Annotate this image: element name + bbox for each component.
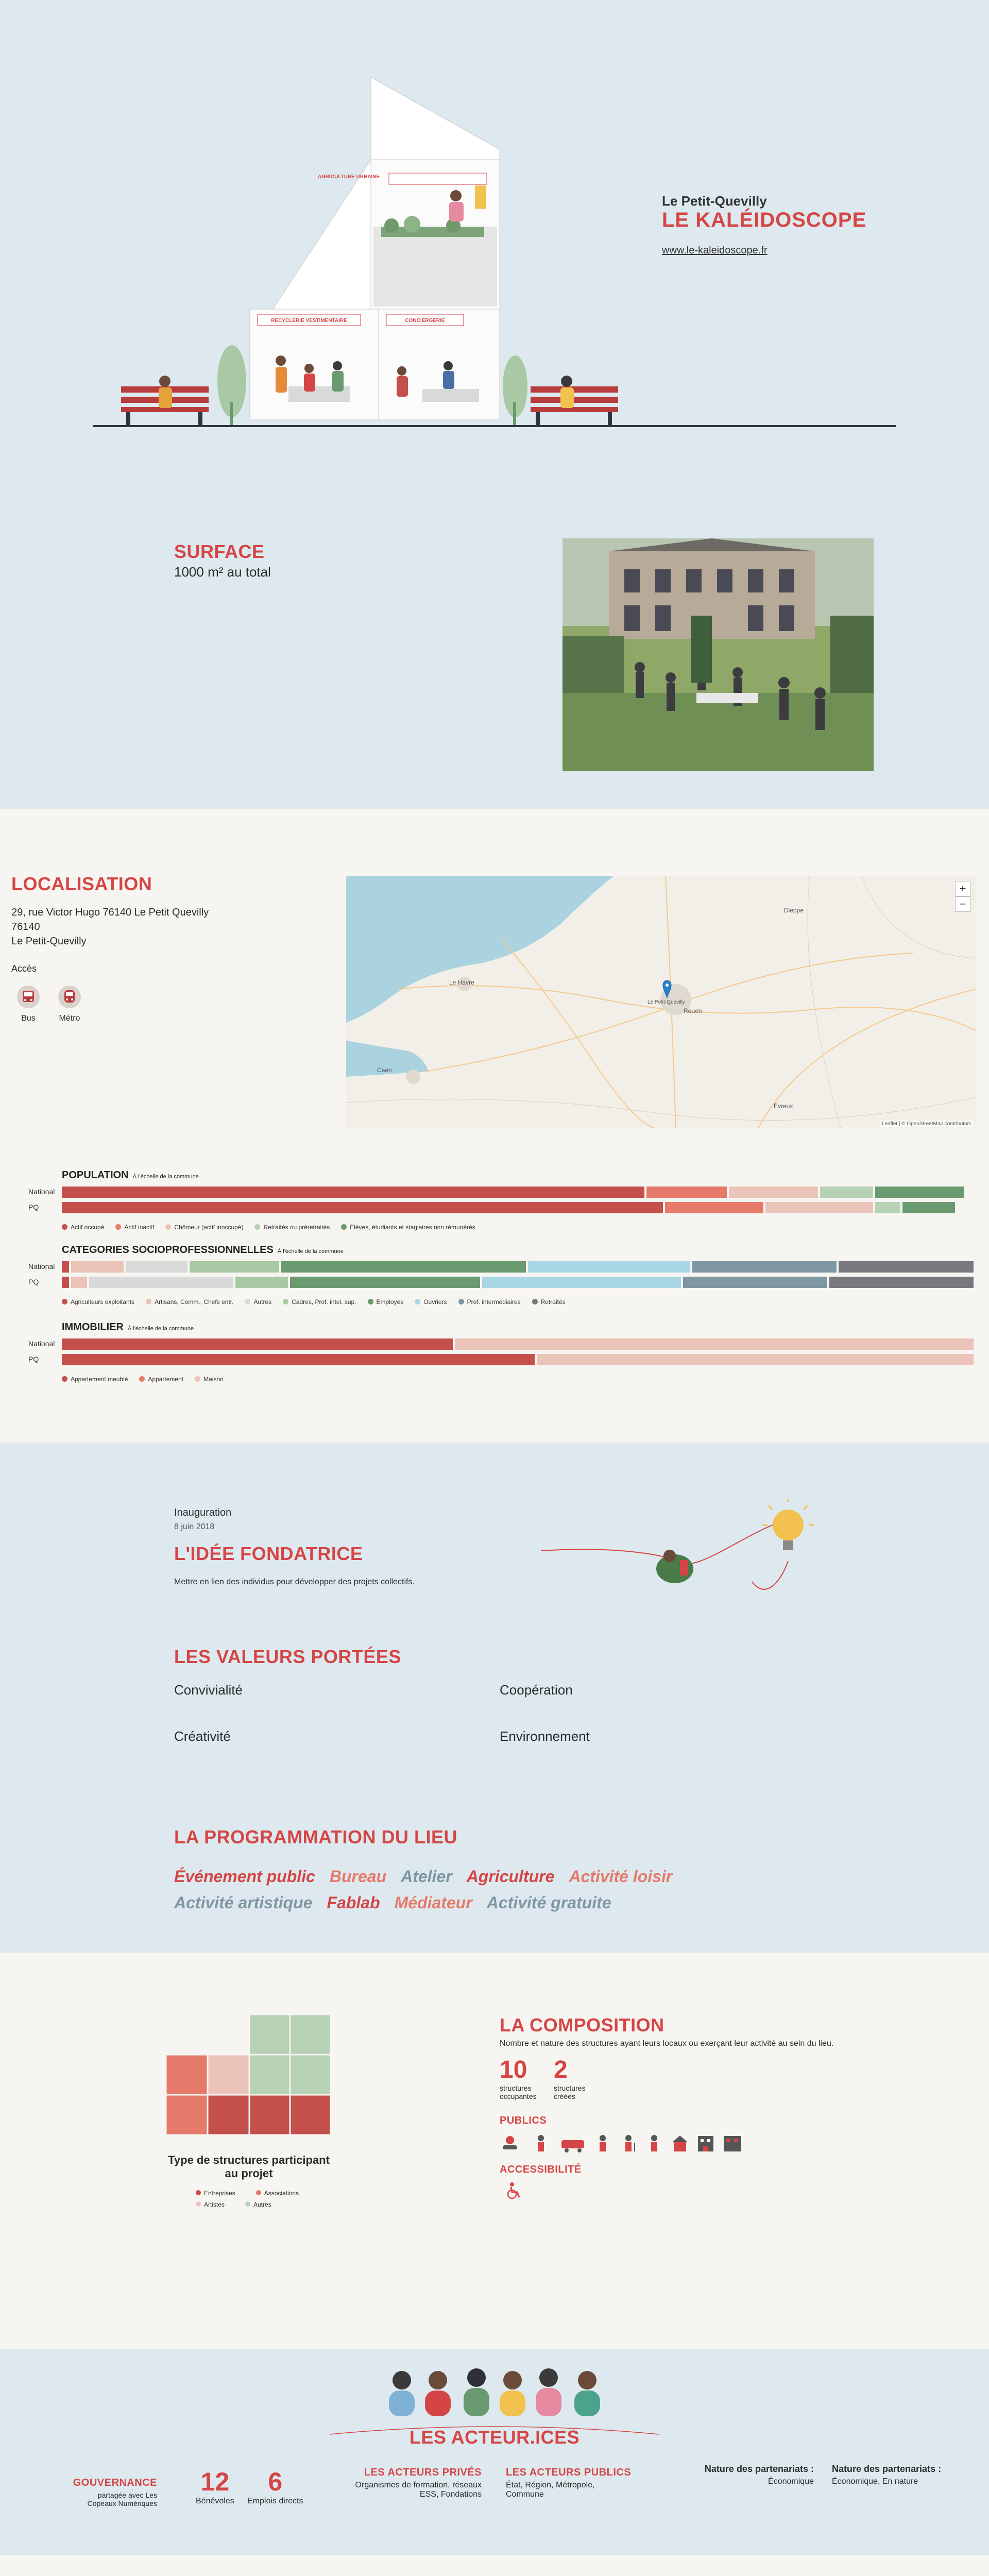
stat-label: Bénévoles	[196, 2497, 234, 2505]
acteurs-section	[0, 2349, 989, 2555]
csp-row-pq: PQ	[28, 1278, 39, 1286]
company-icon	[724, 2136, 741, 2151]
baby-icon	[503, 2136, 517, 2149]
bar-segment	[62, 1202, 663, 1213]
map-label-evreux: Évreux	[774, 1103, 793, 1110]
csp-title: CATEGORIES SOCIOPROFESSIONNELLES À l'échelle de la commune	[62, 1244, 344, 1256]
projet-section	[0, 1443, 989, 1953]
label-recyclerie: RECYCLERIE VESTIMENTAIRE	[271, 318, 347, 324]
transport-metro	[58, 985, 81, 1023]
legend-item: Associations	[256, 2190, 299, 2197]
acteurs-prives-text: Organismes de formation, réseaux ESS, Fondations	[355, 2481, 482, 2499]
location-photo	[562, 538, 874, 771]
legend-item: Cadres, Prof. intel. sup.	[283, 1298, 356, 1306]
bar-segment	[875, 1202, 900, 1213]
bar-segment	[71, 1261, 124, 1273]
acteurs-heading: LES ACTEUR.ICES	[409, 2427, 580, 2448]
address-line-3: Le Petit-Quevilly	[11, 936, 87, 947]
metro-label: Métro	[59, 1014, 80, 1023]
bus-label: Bus	[21, 1014, 36, 1023]
population-row-pq: PQ	[28, 1203, 39, 1211]
csp-bar-national	[62, 1261, 976, 1273]
programmation-heading: LA PROGRAMMATION DU LIEU	[174, 1826, 457, 1848]
gouvernance-label: GOUVERNANCE	[73, 2477, 157, 2488]
bar-segment	[455, 1338, 974, 1350]
stat-emplois	[247, 2467, 303, 2506]
acteurs-prives-heading: LES ACTEURS PRIVÉS	[364, 2467, 482, 2478]
accessibilite-heading: ACCESSIBILITÉ	[500, 2164, 582, 2175]
hero-section	[0, 0, 989, 448]
stat-value: 10	[500, 2056, 527, 2083]
localisation-section	[0, 809, 989, 1443]
label-conciergerie: CONCIERGERIE	[405, 318, 445, 324]
population-bar-pq	[62, 1202, 976, 1213]
stat-label: structures créées	[554, 2084, 586, 2100]
idea-illustration	[541, 1499, 819, 1602]
legend-item: Artisans, Comm., Chefs entr.	[146, 1298, 233, 1306]
label-agriculture: AGRICULTURE URBAINE	[317, 174, 380, 180]
transport-bus	[16, 985, 40, 1023]
legend-item: Artistes	[196, 2201, 225, 2208]
senior-icon	[625, 2135, 635, 2151]
metro-icon	[58, 985, 81, 1009]
bench-right	[531, 376, 618, 425]
structures-treemap	[166, 2014, 332, 2136]
legend-item: Ouvriers	[415, 1298, 447, 1306]
programmation-item: Médiateur	[394, 1893, 472, 1912]
map-label-petit-quevilly: Le Petit-Quevilly	[647, 999, 685, 1005]
legend-item: Autres	[245, 2201, 271, 2208]
bar-segment	[820, 1187, 873, 1198]
bar-segment	[89, 1277, 233, 1288]
bar-segment	[62, 1261, 69, 1273]
valeur-4: Environnement	[500, 1728, 590, 1744]
nature-publics-label: Nature des partenariats :	[832, 2464, 942, 2474]
immobilier-bar-pq	[62, 1354, 976, 1365]
location-map[interactable]	[346, 876, 976, 1128]
bar-segment	[62, 1187, 644, 1198]
programmation-item: Activité artistique	[174, 1893, 313, 1912]
immobilier-title: IMMOBILIER À l'échelle de la commune	[62, 1321, 194, 1333]
surface-heading: SURFACE	[174, 541, 265, 562]
child-icon	[538, 2135, 544, 2151]
localisation-heading: LOCALISATION	[11, 873, 152, 894]
map-zoom-out-button[interactable]: −	[955, 896, 970, 912]
bar-segment	[62, 1277, 69, 1288]
legend-item: Chômeur (actif inoccupé)	[165, 1224, 243, 1231]
programmation-item: Atelier	[401, 1867, 452, 1886]
bar-segment	[692, 1261, 837, 1273]
address-line-2: 76140	[11, 921, 40, 933]
legend-item: Retraités	[532, 1298, 566, 1306]
valeurs-heading: LES VALEURS PORTÉES	[174, 1646, 401, 1667]
house-icon	[672, 2136, 688, 2151]
stat-value: 6	[268, 2467, 283, 2496]
idee-text: Mettre en lien des individus pour développer des projets collectifs.	[174, 1578, 415, 1586]
nature-publics-value: Économique, En nature	[832, 2477, 918, 2486]
bar-segment	[902, 1202, 955, 1213]
legend-item: Élèves, étudiants et stagiaires non rémunérés	[341, 1224, 475, 1231]
population-row-national: National	[28, 1188, 55, 1196]
immobilier-bar-national	[62, 1338, 976, 1350]
surface-section	[0, 448, 989, 809]
bar-segment	[482, 1277, 681, 1288]
legend-item: Appartement	[139, 1376, 183, 1383]
bar-segment	[290, 1277, 480, 1288]
population-title: POPULATION À l'échelle de la commune	[62, 1170, 199, 1181]
bar-segment	[281, 1261, 526, 1273]
acteurs-publics-text: État, Région, Métropole, Commune	[506, 2481, 595, 2499]
building-icon	[698, 2136, 713, 2151]
inauguration-label: Inauguration	[174, 1507, 232, 1518]
map-label-rouen: Rouen	[684, 1007, 702, 1014]
programmation-item: Agriculture	[466, 1867, 555, 1886]
stat-label: structures occupantes	[500, 2084, 537, 2100]
building-illustration	[93, 72, 896, 433]
bar-segment	[126, 1261, 187, 1273]
stat-benevoles	[196, 2467, 234, 2506]
bar-segment	[537, 1354, 974, 1365]
population-legend	[62, 1224, 475, 1231]
treemap-legend	[196, 2190, 330, 2208]
legend-item: Retraités ou préretraités	[254, 1224, 330, 1231]
programmation-list	[174, 1865, 741, 1918]
bar-segment	[190, 1261, 279, 1273]
gouvernance-text: partagée avec Les Copeaux Numériques	[87, 2491, 157, 2507]
stat-creees	[554, 2056, 600, 2100]
map-zoom-in-button[interactable]: +	[955, 881, 970, 896]
bar-segment	[528, 1261, 690, 1273]
bar-segment	[729, 1187, 818, 1198]
legend-item: Appartement meublé	[62, 1376, 128, 1383]
map-attribution[interactable]: Leaflet | © OpenStreetMap contributors	[880, 1121, 974, 1127]
legend-item: Employés	[368, 1298, 404, 1306]
treemap-title: Type de structures participant au projet	[168, 2154, 330, 2180]
stat-value: 12	[200, 2467, 230, 2496]
composition-section	[0, 1953, 989, 2349]
bar-segment	[235, 1277, 288, 1288]
bar-segment	[875, 1187, 964, 1198]
publics-heading: PUBLICS	[500, 2115, 547, 2126]
valeur-2: Coopération	[500, 1682, 573, 1698]
inauguration-date: 8 juin 2018	[174, 1522, 215, 1531]
bar-segment	[683, 1277, 827, 1288]
legend-item: Actif occupé	[62, 1224, 104, 1231]
people-illustration	[381, 2360, 618, 2416]
map-label-dieppe: Dieppe	[784, 907, 804, 914]
immobilier-row-pq: PQ	[28, 1355, 39, 1363]
population-bar-national	[62, 1187, 976, 1198]
bar-segment	[665, 1202, 763, 1213]
wheelchair-icon	[505, 2182, 522, 2199]
bus-icon	[16, 985, 40, 1009]
bench-left	[121, 376, 209, 425]
bar-segment	[829, 1277, 974, 1288]
legend-item: Agriculteurs exploitants	[62, 1298, 134, 1306]
legend-item: Entreprises	[196, 2190, 235, 2197]
map-label-le-havre: Le Havre	[449, 979, 474, 986]
csp-row-national: National	[28, 1262, 55, 1270]
bar-segment	[62, 1354, 535, 1365]
legend-item: Prof. intermédiaires	[458, 1298, 521, 1306]
hero-city: Le Petit-Quevilly	[662, 193, 767, 209]
idee-heading: L'IDÉE FONDATRICE	[174, 1543, 363, 1564]
stat-occupantes	[500, 2056, 546, 2100]
programmation-item: Événement public	[174, 1867, 315, 1886]
programmation-item: Activité loisir	[569, 1867, 673, 1886]
acces-label: Accès	[11, 963, 37, 974]
valeur-1: Convivialité	[174, 1682, 243, 1698]
bar-segment	[62, 1338, 453, 1350]
composition-text: Nombre et nature des structures ayant leurs locaux ou exerçant leur activité au sein du lieu.	[500, 2039, 834, 2048]
bar-segment	[765, 1202, 873, 1213]
worker-icon	[651, 2135, 657, 2151]
csp-bar-pq	[62, 1277, 976, 1288]
acteurs-publics-heading: LES ACTEURS PUBLICS	[506, 2467, 632, 2478]
hero-title: LE KALÉIDOSCOPE	[662, 209, 867, 231]
moyens-section	[0, 2555, 989, 2576]
legend-item: Actif inactif	[115, 1224, 154, 1231]
bar-segment	[71, 1277, 87, 1288]
family-icon	[561, 2140, 584, 2153]
programmation-item: Fablab	[327, 1893, 380, 1912]
legend-item: Maison	[195, 1376, 224, 1383]
hero-website-link[interactable]: www.le-kaleidoscope.fr	[662, 245, 768, 256]
address-line-1: 29, rue Victor Hugo 76140 Le Petit Quevilly	[11, 907, 209, 918]
nature-prives-value: Économique	[768, 2477, 814, 2486]
csp-legend	[62, 1298, 566, 1306]
valeur-3: Créativité	[174, 1728, 231, 1744]
nature-prives-label: Nature des partenariats :	[704, 2464, 814, 2474]
legend-item: Autres	[245, 1298, 271, 1306]
surface-value: 1000 m² au total	[174, 564, 271, 580]
map-label-caen: Caen	[377, 1066, 392, 1074]
stat-label: Emplois directs	[247, 2497, 303, 2505]
composition-heading: LA COMPOSITION	[500, 2014, 664, 2036]
stat-value: 2	[554, 2056, 568, 2083]
publics-icons	[500, 2133, 788, 2154]
bar-segment	[646, 1187, 727, 1198]
immobilier-legend	[62, 1376, 224, 1383]
immobilier-row-national: National	[28, 1340, 55, 1348]
bar-segment	[839, 1261, 974, 1273]
person-icon	[600, 2135, 606, 2151]
programmation-item: Bureau	[329, 1867, 387, 1886]
programmation-item: Activité gratuite	[486, 1893, 611, 1912]
